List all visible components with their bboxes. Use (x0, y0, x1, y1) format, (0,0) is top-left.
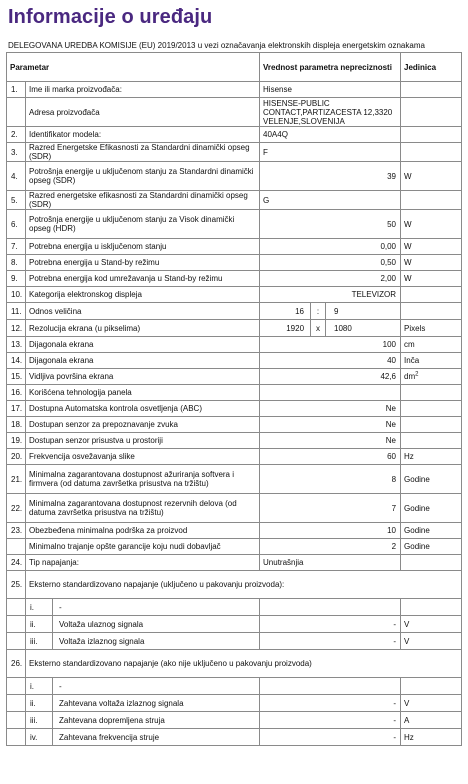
row-label: Dostupan senzor za prepoznavanje zvuka (26, 417, 260, 433)
sub-row-label (26, 712, 260, 729)
section-header-row (7, 571, 462, 599)
sub-row (7, 729, 462, 746)
row-label: Potrebna energija u Stand-by režimu (26, 255, 260, 271)
indent-cell (7, 616, 26, 633)
row-unit (401, 369, 462, 385)
row-value: 0,50 (260, 255, 401, 271)
row-value: 42,6 (260, 369, 401, 385)
sub-row-value: - (260, 633, 401, 650)
indent-cell (7, 729, 26, 746)
sub-row-text: - (59, 681, 62, 691)
unit-text: Godine (404, 503, 430, 513)
sub-row-text: Zahtevana voltaža izlaznog signala (59, 698, 184, 708)
row-value: 50 (260, 210, 401, 239)
row-unit (401, 162, 462, 191)
row-label: Minimalna zagarantovana dostupnost rezervnih delova (od datuma završetka prisustva na tržištu) (26, 494, 260, 523)
sub-row-label (26, 695, 260, 712)
sub-row-number: ii. (26, 616, 53, 632)
sub-row-number: iv. (26, 729, 53, 745)
row-label: Minimalna zagarantovana dostupnost ažuriranja softvera i firmvera (od datuma završetka prisustva na tržištu) (26, 465, 260, 494)
row-unit (401, 320, 462, 337)
row-label: Korišćena tehnologija panela (26, 385, 260, 401)
sub-row-value (260, 678, 401, 695)
row-label: Rezolucija ekrana (u pikselima) (26, 320, 260, 337)
row-unit (401, 337, 462, 353)
sub-row-unit: V (401, 616, 462, 633)
row-value: 10 (260, 523, 401, 539)
row-value: Unutrašnjia (260, 555, 401, 571)
table-header-row (7, 53, 462, 82)
unit-text: W (404, 219, 412, 229)
row-number: 21. (7, 465, 26, 494)
table-row (7, 417, 462, 433)
value-second: 1080 (334, 323, 352, 333)
table-row (7, 82, 462, 98)
row-value: TELEVIZOR (260, 287, 401, 303)
sub-row-unit: Hz (401, 729, 462, 746)
unit-superscript: 2 (415, 371, 419, 378)
table-row (7, 523, 462, 539)
row-label: Identifikator modela: (26, 127, 260, 143)
indent-cell (7, 678, 26, 695)
sub-row-number: i. (26, 678, 53, 694)
row-number: 22. (7, 494, 26, 523)
row-unit (401, 255, 462, 271)
indent-cell (7, 712, 26, 729)
sub-row-value: - (260, 616, 401, 633)
row-label: Kategorija elektronskog displeja (26, 287, 260, 303)
row-value: 0,00 (260, 239, 401, 255)
row-value: Hisense (260, 82, 401, 98)
header-value: Vrednost parametra nepreciznosti (260, 53, 401, 82)
row-value-pair (260, 303, 401, 320)
row-number: 20. (7, 449, 26, 465)
sub-row-unit: A (401, 712, 462, 729)
row-label: Adresa proizvođača (26, 98, 260, 127)
sub-row-number: iii. (26, 712, 53, 728)
unit-text: W (404, 274, 412, 283)
row-value: 40A4Q (260, 127, 401, 143)
row-unit (401, 287, 462, 303)
sub-row-value: - (260, 712, 401, 729)
row-unit (401, 465, 462, 494)
row-unit (401, 539, 462, 555)
table-row (7, 385, 462, 401)
row-value: 40 (260, 353, 401, 369)
row-number: 14. (7, 353, 26, 369)
row-label: Frekvencija osvežavanja slike (26, 449, 260, 465)
row-value: 2 (260, 539, 401, 555)
sub-row-text: Voltaža ulaznog signala (59, 619, 144, 629)
row-unit (401, 353, 462, 369)
row-number: 11. (7, 303, 26, 320)
row-unit (401, 191, 462, 210)
row-label: Dostupna Automatska kontrola osvetljenja (ABC) (26, 401, 260, 417)
row-unit (401, 449, 462, 465)
indent-cell (7, 599, 26, 616)
section-label: Eksterno standardizovano napajanje (uključeno u pakovanju proizvoda): (26, 571, 462, 599)
row-value: G (260, 191, 401, 210)
sub-row-label (26, 599, 260, 616)
sub-row-unit (401, 678, 462, 695)
value-second: 9 (334, 306, 339, 316)
row-value: 2,00 (260, 271, 401, 287)
row-label: Razred Energetske Efikasnosti za Standardni dinamički opseg (SDR) (26, 143, 260, 162)
sub-row-label (26, 678, 260, 695)
table-row (7, 287, 462, 303)
row-value: HISENSE-PUBLIC CONTACT,PARTIZACESTA 12,3320 VELENJE,SLOVENIJA (260, 98, 401, 127)
table-row (7, 494, 462, 523)
row-number: 13. (7, 337, 26, 353)
sub-row-number: ii. (26, 695, 53, 711)
row-label: Potrebna energija kod umrežavanja u Stand-by režimu (26, 271, 260, 287)
sub-row-label (26, 616, 260, 633)
row-unit (401, 494, 462, 523)
unit-text: dm (404, 372, 416, 381)
row-number: 2. (7, 127, 26, 143)
sub-row-value (260, 599, 401, 616)
table-row (7, 433, 462, 449)
header-parameter: Parametar (7, 53, 260, 82)
table-row (7, 255, 462, 271)
specification-table (6, 52, 462, 746)
unit-text: W (404, 242, 412, 251)
sub-row-value: - (260, 729, 401, 746)
table-row (7, 303, 462, 320)
table-row (7, 353, 462, 369)
row-unit (401, 523, 462, 539)
row-unit (401, 417, 462, 433)
value-separator: x (310, 320, 326, 336)
row-unit (401, 98, 462, 127)
sub-row-unit (401, 599, 462, 616)
row-number: 25. (7, 571, 26, 599)
row-label: Dostupan senzor prisustva u prostoriji (26, 433, 260, 449)
row-number: 9. (7, 271, 26, 287)
row-label: Potrošnja energije u uključenom stanju za Standardni dinamički opseg (SDR) (26, 162, 260, 191)
row-label: Obezbeđena minimalna podrška za proizvod (26, 523, 260, 539)
row-value: F (260, 143, 401, 162)
sub-row-text: Zahtevana dopremljena struja (59, 715, 165, 725)
sub-row (7, 633, 462, 650)
sub-row-value: - (260, 695, 401, 712)
header-unit: Jedinica (401, 53, 462, 82)
unit-text: W (404, 171, 412, 181)
sub-row-unit: V (401, 633, 462, 650)
table-row (7, 210, 462, 239)
row-number: 19. (7, 433, 26, 449)
table-row (7, 191, 462, 210)
unit-text: Inča (404, 356, 420, 365)
row-value: 39 (260, 162, 401, 191)
sub-row-number: iii. (26, 633, 53, 649)
row-unit (401, 271, 462, 287)
row-value: 7 (260, 494, 401, 523)
table-row (7, 401, 462, 417)
row-unit (401, 239, 462, 255)
indent-cell (7, 633, 26, 650)
regulation-subtitle: DELEGOVANA UREDBA KOMISIJE (EU) 2019/2013 u vezi označavanja elektronskih displeja energetskim oznakama (8, 41, 425, 50)
row-value-pair (260, 320, 401, 337)
sub-row (7, 599, 462, 616)
row-label: Vidljiva površina ekrana (26, 369, 260, 385)
row-number: 8. (7, 255, 26, 271)
unit-text: cm (404, 340, 415, 349)
sub-row-label (26, 729, 260, 746)
row-label: Dijagonala ekrana (26, 337, 260, 353)
row-number: 16. (7, 385, 26, 401)
row-label: Minimalno trajanje opšte garancije koju nudi dobavljač (26, 539, 260, 555)
page-title: Informacije o uređaju (8, 6, 213, 28)
sub-row-unit: V (401, 695, 462, 712)
sub-row (7, 712, 462, 729)
row-label: Potrošnja energije u uključenom stanju za Visok dinamički opseg (HDR) (26, 210, 260, 239)
row-number: 3. (7, 143, 26, 162)
row-number (7, 98, 26, 127)
row-label: Potrebna energija u isključenom stanju (26, 239, 260, 255)
row-value: 60 (260, 449, 401, 465)
row-value (260, 385, 401, 401)
row-unit (401, 385, 462, 401)
table-row (7, 98, 462, 127)
unit-text: W (404, 258, 412, 267)
row-number: 26. (7, 650, 26, 678)
row-unit (401, 401, 462, 417)
table-row (7, 539, 462, 555)
row-value: Ne (260, 417, 401, 433)
table-row (7, 449, 462, 465)
unit-text: Godine (404, 474, 430, 484)
row-label: Odnos veličina (26, 303, 260, 320)
row-number: 1. (7, 82, 26, 98)
section-label: Eksterno standardizovano napajanje (ako nije uključeno u pakovanju proizvoda) (26, 650, 462, 678)
table-row (7, 320, 462, 337)
table-row (7, 162, 462, 191)
row-unit (401, 303, 462, 320)
sub-row-text: - (59, 602, 62, 612)
table-row (7, 369, 462, 385)
row-value: 8 (260, 465, 401, 494)
table-row (7, 127, 462, 143)
row-number: 10. (7, 287, 26, 303)
sub-row-text: Zahtevana frekvencija struje (59, 732, 160, 742)
sub-row-number: i. (26, 599, 53, 615)
row-value: 100 (260, 337, 401, 353)
row-number: 18. (7, 417, 26, 433)
row-unit (401, 555, 462, 571)
table-row (7, 465, 462, 494)
row-unit (401, 127, 462, 143)
unit-text: Godine (404, 526, 430, 535)
sub-row (7, 616, 462, 633)
row-unit (401, 82, 462, 98)
row-number: 5. (7, 191, 26, 210)
row-label: Dijagonala ekrana (26, 353, 260, 369)
unit-text: Godine (404, 542, 430, 551)
row-number: 6. (7, 210, 26, 239)
table-row (7, 143, 462, 162)
unit-text: Pixels (404, 323, 426, 333)
table-row (7, 271, 462, 287)
row-number (7, 539, 26, 555)
value-first: 16 (295, 306, 305, 316)
row-number: 23. (7, 523, 26, 539)
table-row (7, 555, 462, 571)
row-label: Ime ili marka proizvođača: (26, 82, 260, 98)
sub-row (7, 695, 462, 712)
row-number: 4. (7, 162, 26, 191)
row-value: Ne (260, 433, 401, 449)
row-unit (401, 210, 462, 239)
row-number: 24. (7, 555, 26, 571)
row-value: Ne (260, 401, 401, 417)
row-label: Tip napajanja: (26, 555, 260, 571)
indent-cell (7, 695, 26, 712)
row-unit (401, 143, 462, 162)
row-unit (401, 433, 462, 449)
row-number: 15. (7, 369, 26, 385)
sub-row-label (26, 633, 260, 650)
table-row (7, 239, 462, 255)
unit-text: Hz (404, 452, 414, 461)
sub-row-text: Voltaža izlaznog signala (59, 636, 145, 646)
section-header-row (7, 650, 462, 678)
row-number: 17. (7, 401, 26, 417)
value-separator: : (310, 303, 326, 319)
value-first: 1920 (286, 323, 305, 333)
row-number: 7. (7, 239, 26, 255)
row-label: Razred energetske efikasnosti za Standardni dinamički opseg (SDR) (26, 191, 260, 210)
sub-row (7, 678, 462, 695)
table-row (7, 337, 462, 353)
row-number: 12. (7, 320, 26, 337)
